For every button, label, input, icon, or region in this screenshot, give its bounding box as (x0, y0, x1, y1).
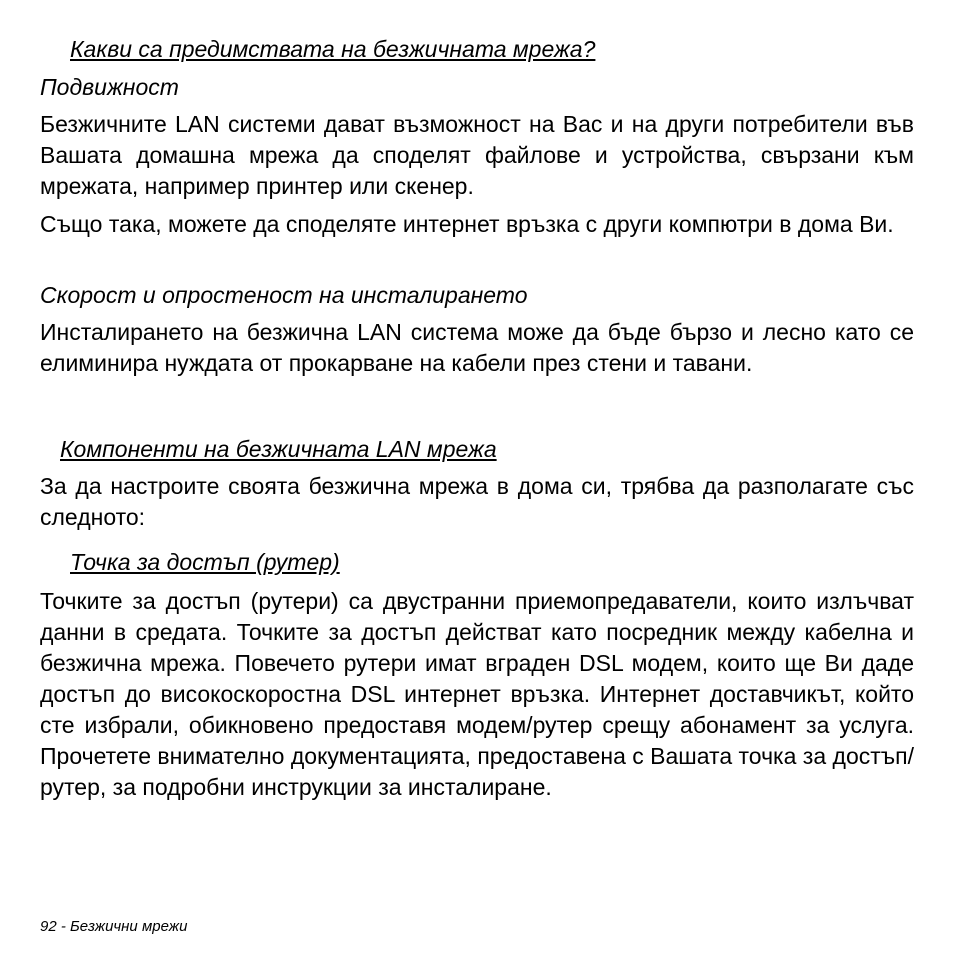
heading-access-point: Точка за достъп (рутер) (70, 549, 340, 575)
subheading-speed-simplicity: Скорост и опростеност на инсталирането (40, 282, 528, 308)
paragraph-internet-sharing: Също така, можете да споделяте интернет връзка с други компютри в дома Ви. (40, 211, 894, 237)
page-footer: 92 - Безжични мрежи (40, 918, 188, 935)
subheading-mobility: Подвижност (40, 74, 179, 100)
heading-wireless-advantages: Какви са предимствата на безжичната мрежа? (70, 36, 596, 62)
paragraph-access-point: Точките за достъп (рутери) са двустранни приемопредаватели, които излъчват данни в средата. Точките за достъп действат като посредник между кабелна и безжична мрежа. Повечето рутери имат вграден DSL модем, които ще Ви даде достъп до високоскоростна DSL интернет връзка. Интернет доставчикът, който сте избрали, обикновено предоставя модем/рутер срещу абонамент за услуга. Прочетете внимателно документацията, предоставена с Вашата точка за достъп/рутер, за подробни инструкции за инсталиране. (40, 588, 914, 800)
paragraph-components-intro: За да настроите своята безжична мрежа в дома си, трябва да разполагате със следното: (40, 473, 914, 530)
heading-lan-components: Компоненти на безжичната LAN мрежа (60, 436, 497, 462)
paragraph-mobility: Безжичните LAN системи дават възможност на Вас и на други потребители във Вашата домашна мрежа да споделят файлове и устройства, свързани към мрежата, например принтер или скенер. (40, 111, 914, 199)
paragraph-installation: Инсталирането на безжична LAN система може да бъде бързо и лесно като се елиминира нуждата от прокарване на кабели през стени и тавани. (40, 319, 914, 376)
